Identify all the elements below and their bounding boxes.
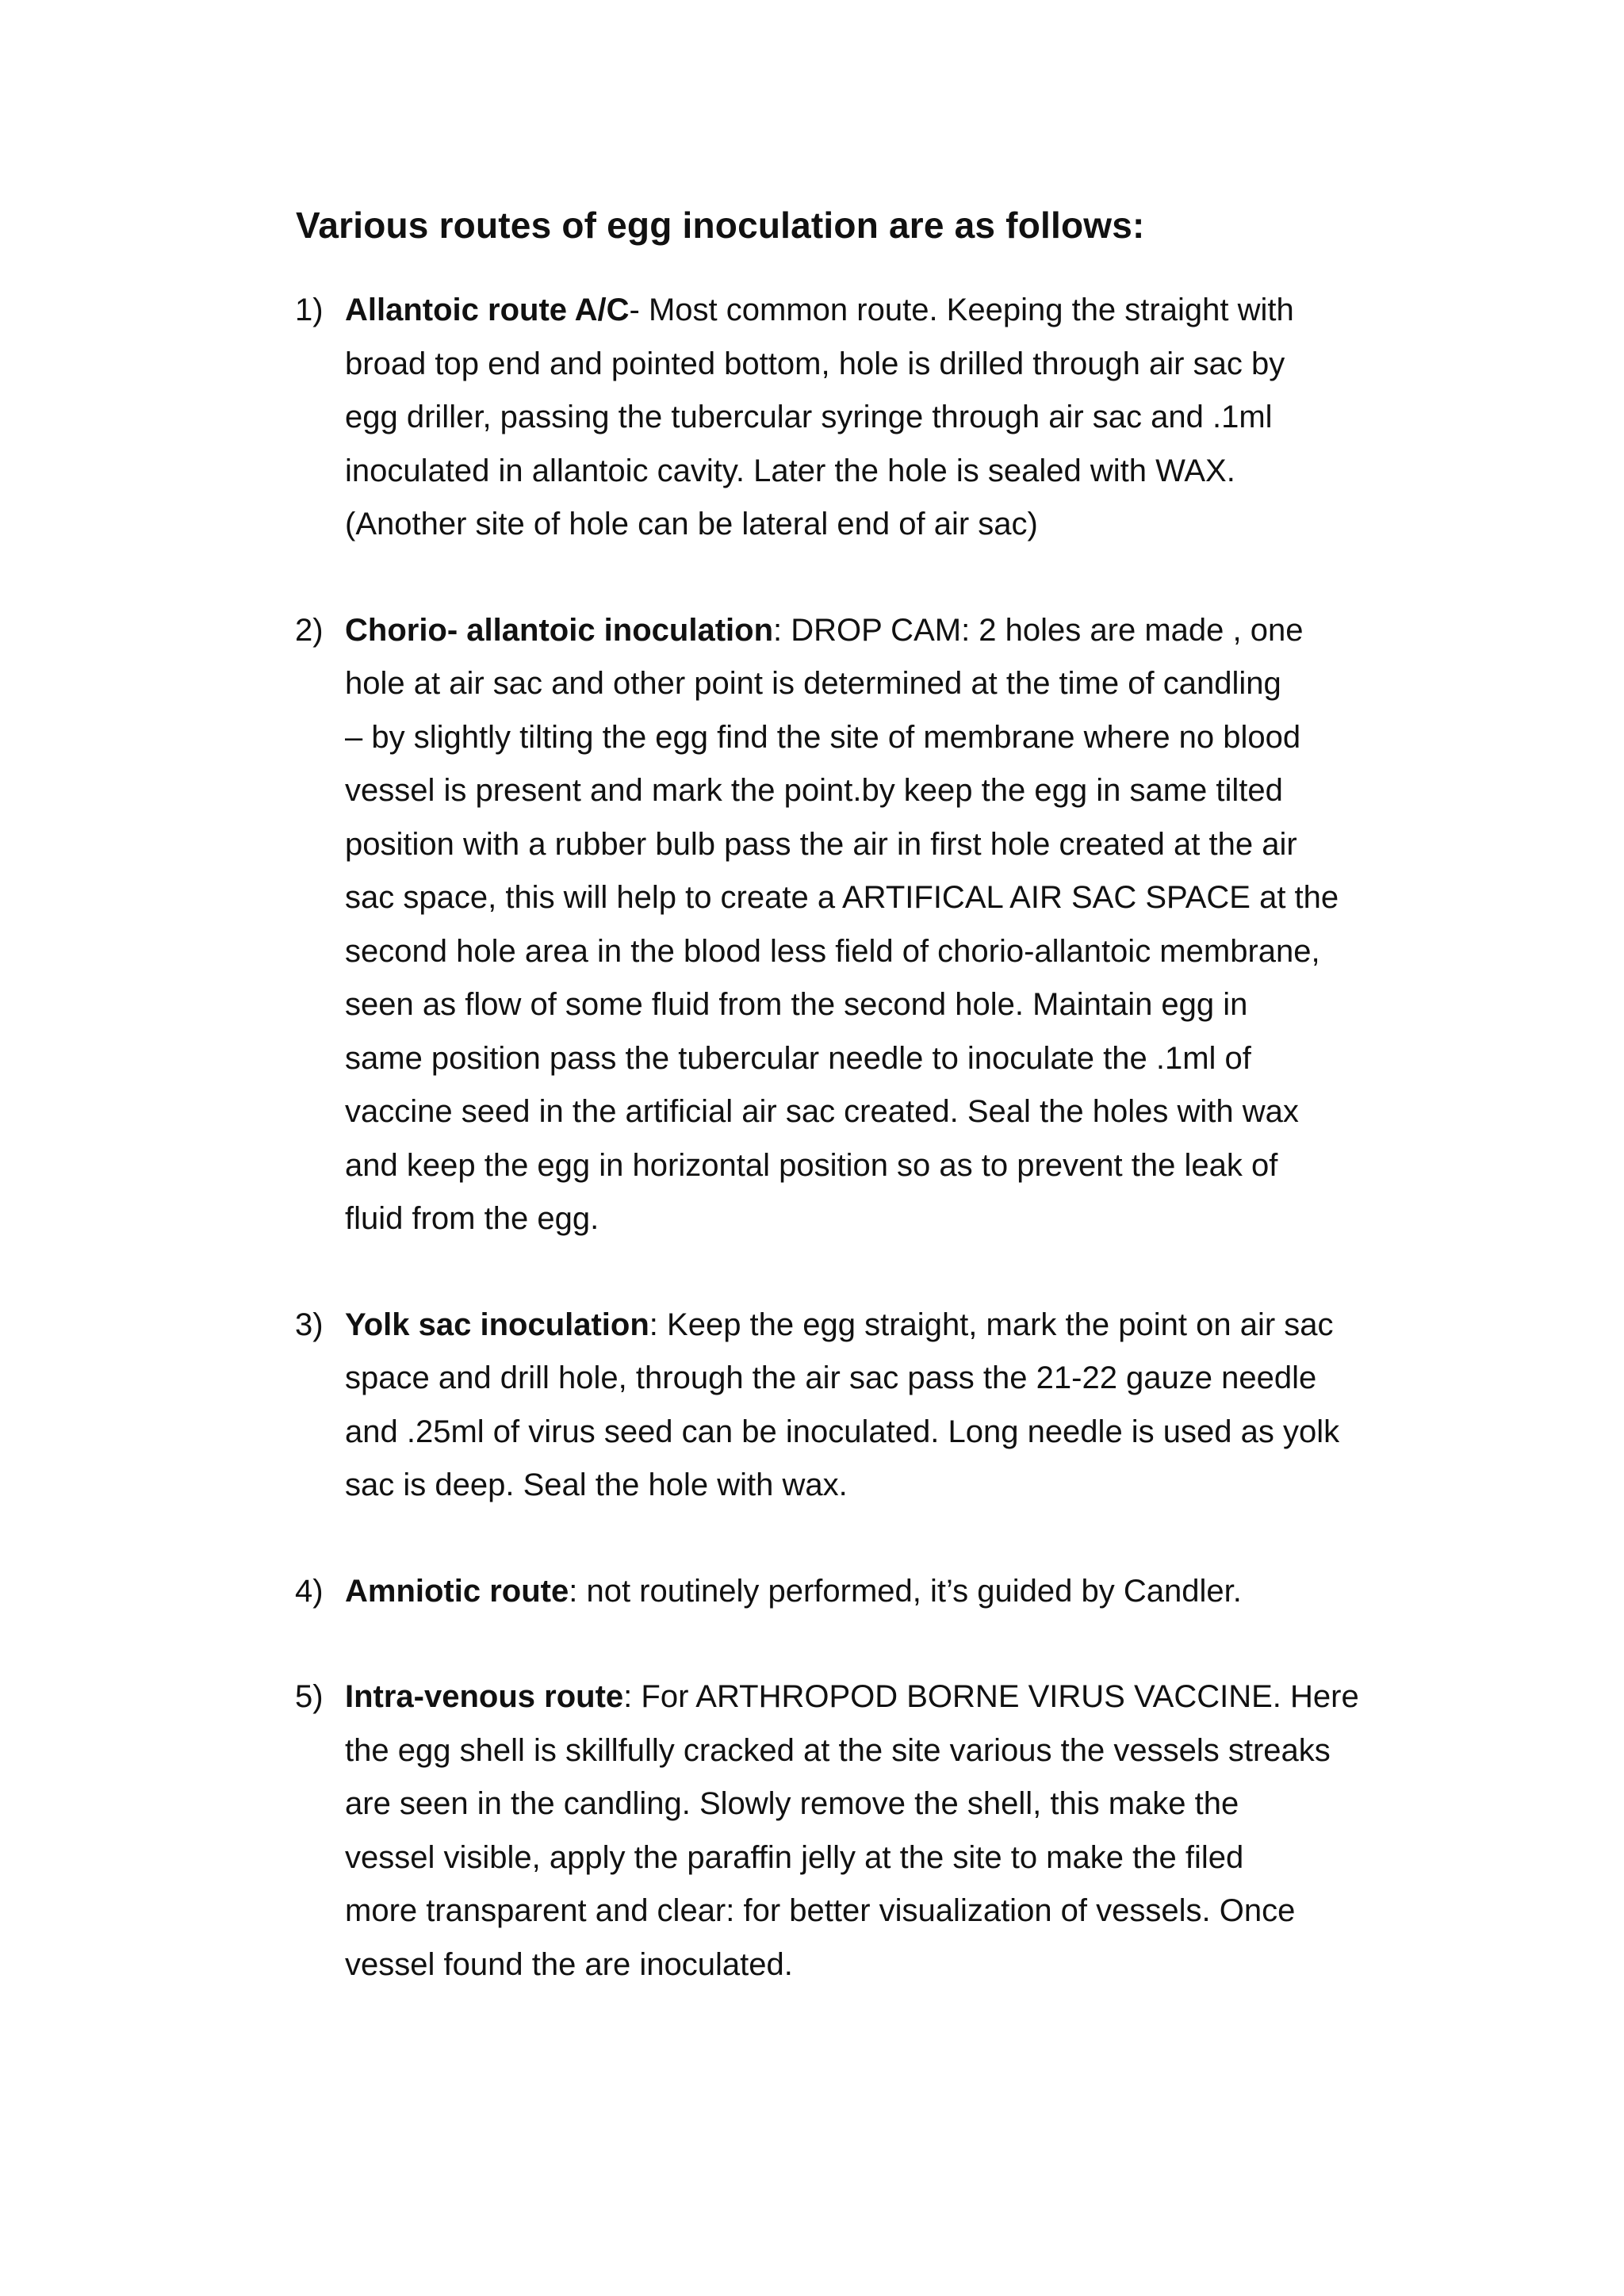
routes-list [295,284,1469,2044]
route-term: Allantoic route A/C [345,293,630,327]
route-line: space and drill hole, through the air sac pass the 21-22 gauze needle [345,1360,1317,1395]
route-line: and .25ml of virus seed can be inoculated. Long needle is used as yolk [345,1414,1340,1449]
route-line: inoculated in allantoic cavity. Later the hole is sealed with WAX. [345,453,1235,488]
route-line: the egg shell is skillfully cracked at the site various the vessels streaks [345,1732,1331,1768]
route-text: : Keep the egg straight, mark the point on air sac [649,1307,1334,1342]
route-line [345,1670,1469,1724]
route-line: egg driller, passing the tubercular syringe through air sac and .1ml [345,400,1273,434]
route-item-chorio-allantoic [295,604,1469,1246]
route-body [345,1299,1469,1513]
route-body [345,1670,1469,1992]
route-line: sac space, this will help to create a ARTIFICAL AIR SAC SPACE at the [345,880,1339,915]
route-text: : DROP CAM: 2 holes are made , one [773,612,1304,648]
route-line [345,1565,1469,1619]
route-line: fluid from the egg. [345,1201,599,1236]
route-line: and keep the egg in horizontal position so as to prevent the leak of [345,1147,1278,1183]
route-line: hole at air sac and other point is determined at the time of candling [345,666,1281,701]
route-text: - Most common route. Keeping the straight with [629,293,1294,327]
route-number: 5) [295,1679,324,1714]
route-line: – by slightly tilting the egg find the site of membrane where no blood [345,719,1301,755]
route-body [345,604,1469,1246]
route-body [345,1565,1469,1619]
route-line: sac is deep. Seal the hole with wax. [345,1468,848,1502]
route-term: Yolk sac inoculation [345,1307,649,1342]
route-line: vessel is present and mark the point.by keep the egg in same tilted [345,773,1283,808]
route-number: 3) [295,1307,324,1342]
route-number: 4) [295,1573,324,1609]
route-item-allantoic [295,284,1469,552]
route-line: more transparent and clear: for better visualization of vessels. Once [345,1893,1296,1928]
route-body [345,284,1469,552]
route-item-yolk-sac [295,1299,1469,1513]
route-term: Amniotic route [345,1573,569,1609]
route-line: vessel visible, apply the paraffin jelly at the site to make the filed [345,1839,1244,1875]
document-title: Various routes of egg inoculation are as follows: [296,205,1145,246]
route-line: vessel found the are inoculated. [345,1946,793,1982]
route-item-intra-venous [295,1670,1469,1992]
route-number: 2) [295,612,324,648]
route-line: position with a rubber bulb pass the air in first hole created at the air [345,826,1297,862]
route-text: : not routinely performed, it’s guided by Candler. [569,1573,1242,1609]
route-line [345,604,1469,658]
route-line: same position pass the tubercular needle to inoculate the .1ml of [345,1040,1251,1076]
route-item-amniotic [295,1565,1469,1619]
route-number: 1) [295,293,324,327]
route-line [345,1299,1469,1353]
route-line: vaccine seed in the artificial air sac created. Seal the holes with wax [345,1094,1299,1129]
route-line: (Another site of hole can be lateral end of air sac) [345,507,1038,541]
route-text: : For ARTHROPOD BORNE VIRUS VACCINE. Here [623,1679,1359,1714]
route-line [345,284,1469,338]
route-term: Chorio- allantoic inoculation [345,612,773,648]
route-term: Intra-venous route [345,1679,624,1714]
route-line: broad top end and pointed bottom, hole is drilled through air sac by [345,346,1285,381]
route-line: are seen in the candling. Slowly remove the shell, this make the [345,1786,1239,1821]
route-line: seen as flow of some fluid from the second hole. Maintain egg in [345,987,1248,1022]
route-line: second hole area in the blood less field of chorio-allantoic membrane, [345,933,1320,969]
